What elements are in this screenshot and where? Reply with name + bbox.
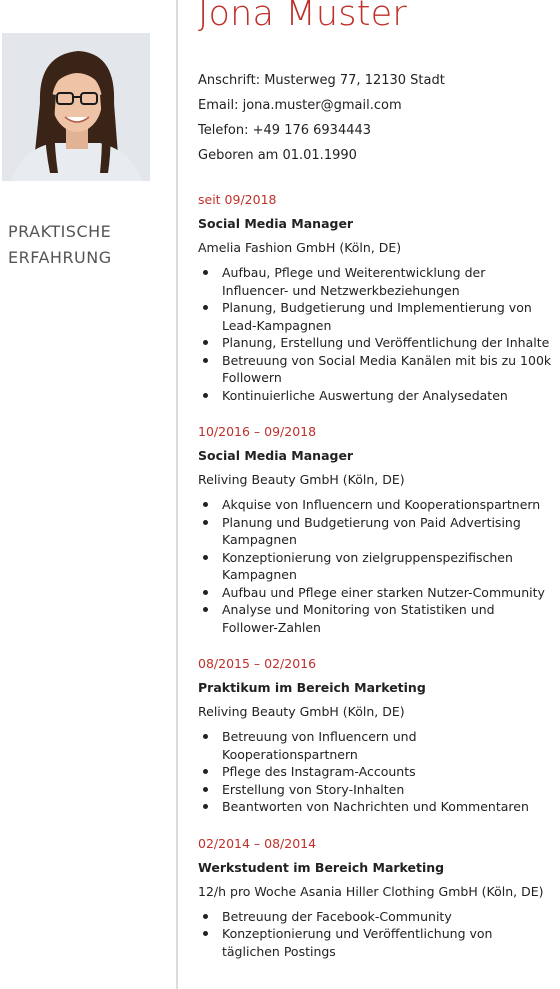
bullet-item: Pflege des Instagram-Accounts <box>198 763 560 781</box>
bullet-item: Planung, Budgetierung und Implementierung von Lead-Kampagnen <box>198 299 560 334</box>
entry-role: Social Media Manager <box>198 216 354 231</box>
address-text: Anschrift: Musterweg 77, 12130 Stadt <box>198 73 445 88</box>
applicant-name: Jona Muster <box>198 0 407 34</box>
section-heading-experience <box>8 219 112 271</box>
experience-entry <box>198 190 560 404</box>
bullet-item: Planung und Budgetierung von Paid Advertising Kampagnen <box>198 514 560 549</box>
entry-company: Amelia Fashion GmbH (Köln, DE) <box>198 240 402 255</box>
bullet-item: Betreuung von Social Media Kanälen mit bis zu 100k Followern <box>198 352 560 387</box>
entry-bullets <box>198 264 560 404</box>
email-text: Email: jona.muster@gmail.com <box>198 98 402 113</box>
entry-role: Werkstudent im Bereich Marketing <box>198 859 445 875</box>
profile-photo <box>2 33 150 181</box>
entry-date: 10/2016 – 09/2018 <box>198 424 317 439</box>
section-heading-line-2: ERFAHRUNG <box>8 248 112 267</box>
bullet-item: Akquise von Influencern und Kooperationspartnern <box>198 496 560 514</box>
bullet-item: Beantworten von Nachrichten und Kommentaren <box>198 798 560 816</box>
entry-company: 12/h pro Woche Asania Hiller Clothing GmbH (Köln, DE) <box>198 883 544 899</box>
bullet-item: Aufbau und Pflege einer starken Nutzer-Community <box>198 584 560 602</box>
birthdate-text: Geboren am 01.01.1990 <box>198 148 357 163</box>
entry-company: Reliving Beauty GmbH (Köln, DE) <box>198 704 405 719</box>
entry-bullets <box>198 496 560 636</box>
entry-date: 02/2014 – 08/2014 <box>198 835 317 851</box>
entry-role: Praktikum im Bereich Marketing <box>198 680 426 695</box>
phone-text: Telefon: +49 176 6934443 <box>198 123 372 138</box>
bullet-item: Erstellung von Story-Inhalten <box>198 781 560 799</box>
bullet-item: Konzeptionierung und Veröffentlichung von täglichen Postings <box>198 925 560 960</box>
entry-role: Social Media Manager <box>198 448 354 463</box>
experience-entry <box>198 834 560 961</box>
entry-date: 08/2015 – 02/2016 <box>198 656 317 671</box>
column-divider <box>176 0 178 989</box>
entry-bullets <box>198 908 560 961</box>
bullet-item: Aufbau, Pflege und Weiterentwicklung der Influencer- und Netzwerkbeziehungen <box>198 264 560 299</box>
bullet-item: Betreuung der Facebook-Community <box>198 908 560 926</box>
entry-bullets <box>198 728 560 816</box>
experience-entry <box>198 654 560 816</box>
contact-block <box>198 68 445 168</box>
experience-entry <box>198 422 560 636</box>
bullet-item: Planung, Erstellung und Veröffentlichung der Inhalte <box>198 334 560 352</box>
experience-list <box>198 190 560 978</box>
entry-company: Reliving Beauty GmbH (Köln, DE) <box>198 472 405 487</box>
bullet-item: Betreuung von Influencern und Kooperationspartnern <box>198 728 560 763</box>
entry-date: seit 09/2018 <box>198 192 277 207</box>
bullet-item: Konzeptionierung von zielgruppenspezifischen Kampagnen <box>198 549 560 584</box>
bullet-item: Kontinuierliche Auswertung der Analysedaten <box>198 387 560 405</box>
bullet-item: Analyse und Monitoring von Statistiken und Follower-Zahlen <box>198 601 560 636</box>
section-heading-line-1: PRAKTISCHE <box>8 222 112 241</box>
